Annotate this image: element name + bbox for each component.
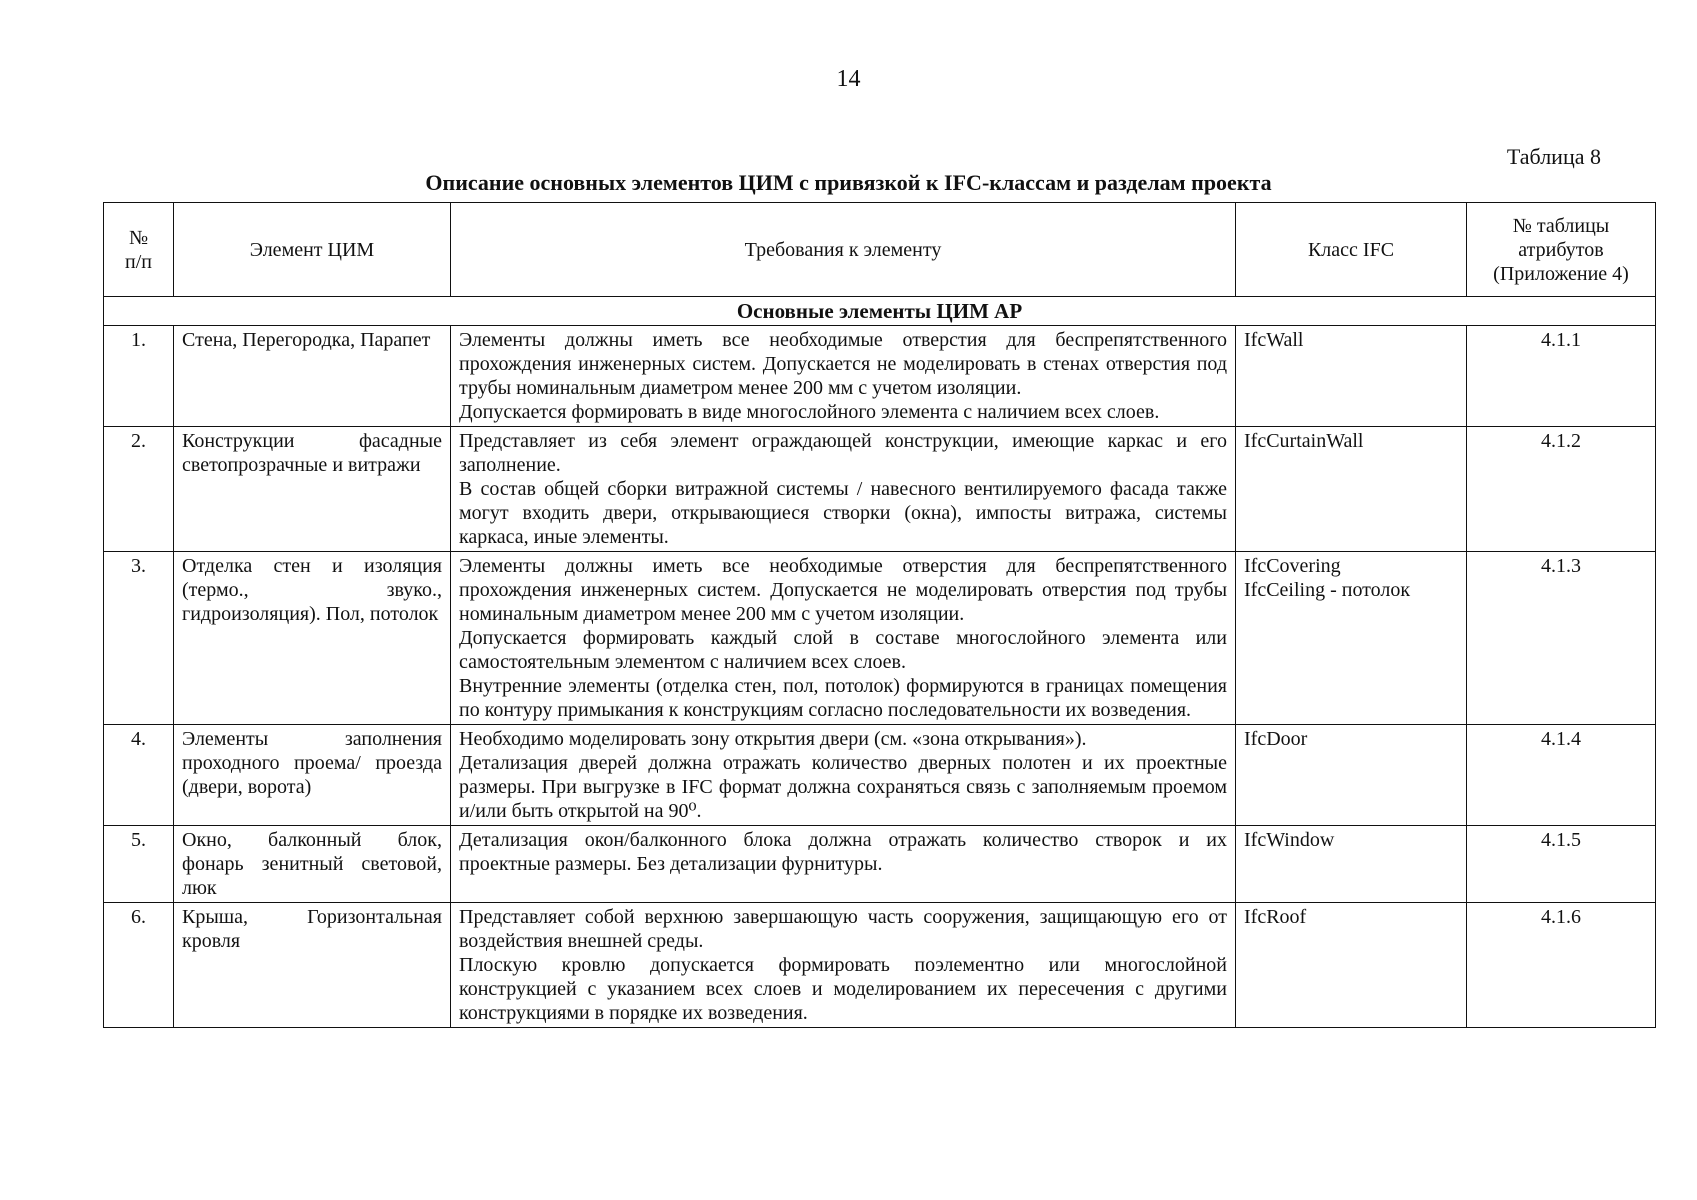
requirement-paragraph: Допускается формировать каждый слой в составе многослойного элемента или самостоятельным элементом с наличием всех слоев.	[459, 627, 1227, 673]
table-title: Описание основных элементов ЦИМ с привязкой к IFC-классам и разделам проекта	[425, 170, 1272, 195]
row-number: 5.	[104, 826, 174, 903]
ifc-class: IfcCovering IfcCeiling - потолок	[1236, 552, 1467, 725]
row-number: 6.	[104, 903, 174, 1028]
ifc-class: IfcDoor	[1236, 725, 1467, 826]
page-number: 14	[836, 66, 861, 92]
elements-table	[103, 202, 1656, 1028]
element-name: Отделка стен и изоляция (термо., звуко., гидроизоляция). Пол, потолок	[174, 552, 451, 725]
requirement-paragraph: Внутренние элементы (отделка стен, пол, потолок) формируются в границах помещения по контуру примыкания к конструкциям согласно последовательности их возведения.	[459, 675, 1227, 721]
requirement-paragraph: Представляет собой верхнюю завершающую часть сооружения, защищающую его от воздействия внешней среды.	[459, 906, 1227, 952]
element-name: Стена, Перегородка, Парапет	[174, 326, 451, 427]
requirement-paragraph: Необходимо моделировать зону открытия двери (см. «зона открывания»).	[459, 728, 1087, 750]
table-row	[104, 552, 1656, 725]
header-element: Элемент ЦИМ	[174, 203, 451, 297]
header-ifc-class: Класс IFC	[1236, 203, 1467, 297]
table-header-row	[104, 203, 1656, 297]
table-row	[104, 427, 1656, 552]
row-number: 4.	[104, 725, 174, 826]
ifc-class: IfcWindow	[1236, 826, 1467, 903]
attribute-table-number: 4.1.3	[1467, 552, 1656, 725]
attribute-table-number: 4.1.2	[1467, 427, 1656, 552]
element-name: Крыша, Горизонтальная кровля	[174, 903, 451, 1028]
row-number: 2.	[104, 427, 174, 552]
requirement-paragraph: Детализация дверей должна отражать количество дверных полотен и их проектные размеры. При выгрузке в IFC формат должна сохраняться связь с заполняемым проемом и/или быть открытой на 90⁰.	[459, 752, 1227, 822]
element-name: Конструкции фасадные светопрозрачные и витражи	[174, 427, 451, 552]
requirements-cell	[451, 552, 1236, 725]
requirement-paragraph: Допускается формировать в виде многослойного элемента с наличием всех слоев.	[459, 401, 1160, 423]
requirement-paragraph: Плоскую кровлю допускается формировать поэлементно или многослойной конструкцией с указанием всех слоев и моделированием их пересечения с другими конструкциями в порядке их возведения.	[459, 954, 1227, 1024]
table-label: Таблица 8	[1506, 144, 1601, 169]
requirements-cell	[451, 903, 1236, 1028]
requirements-cell	[451, 326, 1236, 427]
row-number: 3.	[104, 552, 174, 725]
section-title: Основные элементы ЦИМ АР	[104, 297, 1656, 326]
requirement-paragraph: Элементы должны иметь все необходимые отверстия для беспрепятственного прохождения инженерных систем. Допускается не моделировать в стенах отверстия под трубы номинальным диаметром менее 200 мм с учетом изоляции.	[459, 329, 1227, 399]
requirement-paragraph: Представляет из себя элемент ограждающей конструкции, имеющие каркас и его заполнение.	[459, 430, 1227, 476]
element-name: Окно, балконный блок, фонарь зенитный световой, люк	[174, 826, 451, 903]
attribute-table-number: 4.1.5	[1467, 826, 1656, 903]
element-name: Элементы заполнения проходного проема/ проезда (двери, ворота)	[174, 725, 451, 826]
table-row	[104, 326, 1656, 427]
header-attribute-table: № таблицы атрибутов (Приложение 4)	[1467, 203, 1656, 297]
requirement-paragraph: В состав общей сборки витражной системы / навесного вентилируемого фасада также могут входить двери, открывающиеся створки (окна), импосты витража, системы каркаса, иные элементы.	[459, 478, 1227, 548]
row-number: 1.	[104, 326, 174, 427]
requirement-paragraph: Детализация окон/балконного блока должна отражать количество створок и их проектные размеры. Без детализации фурнитуры.	[459, 829, 1227, 875]
attribute-table-number: 4.1.4	[1467, 725, 1656, 826]
ifc-class: IfcRoof	[1236, 903, 1467, 1028]
table-row	[104, 903, 1656, 1028]
requirements-cell	[451, 725, 1236, 826]
attribute-table-number: 4.1.6	[1467, 903, 1656, 1028]
attribute-table-number: 4.1.1	[1467, 326, 1656, 427]
section-row	[104, 297, 1656, 326]
ifc-class: IfcCurtainWall	[1236, 427, 1467, 552]
header-requirements: Требования к элементу	[451, 203, 1236, 297]
requirements-cell	[451, 427, 1236, 552]
table-row	[104, 725, 1656, 826]
table-row	[104, 826, 1656, 903]
header-num: № п/п	[104, 203, 174, 297]
requirement-paragraph: Элементы должны иметь все необходимые отверстия для беспрепятственного прохождения инженерных систем. Допускается не моделировать отверстия под трубы номинальным диаметром менее 200 мм с учетом изоляции.	[459, 555, 1227, 625]
ifc-class: IfcWall	[1236, 326, 1467, 427]
requirements-cell	[451, 826, 1236, 903]
